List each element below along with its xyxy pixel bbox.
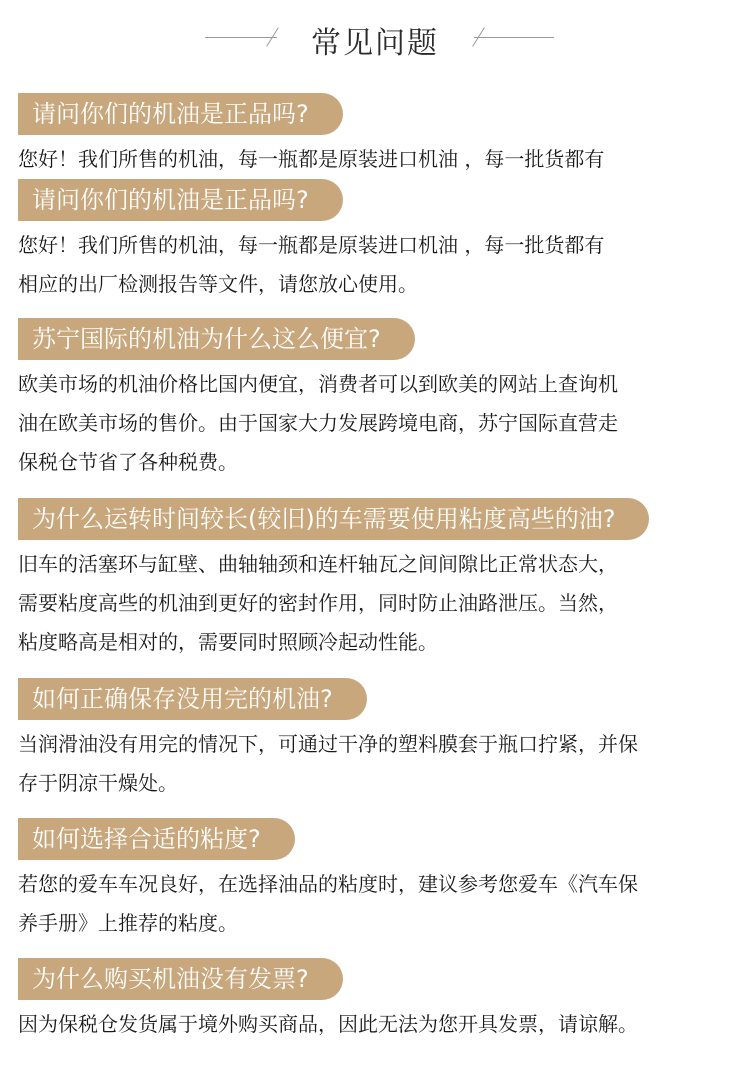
answer-line: 油在欧美市场的售价。由于国家大力发展跨境电商，苏宁国际直营走 [18, 411, 618, 435]
faq-answer [18, 140, 718, 179]
faq-answer [18, 545, 718, 662]
page-title: 常见问题 [311, 26, 439, 61]
answer-line: 养手册》上推荐的粘度。 [18, 911, 238, 935]
answer-line: 旧车的活塞环与缸壁、曲轴轴颈和连杆轴瓦之间间隙比正常状态大， [18, 552, 618, 576]
faq-question: 苏宁国际的机油为什么这么便宜? [18, 318, 415, 360]
faq-question: 如何正确保存没用完的机油? [18, 678, 367, 720]
faq-question: 如何选择合适的粘度? [18, 818, 295, 860]
faq-answer [18, 865, 718, 943]
answer-line: 欧美市场的机油价格比国内便宜，消费者可以到欧美的网站上查询机 [18, 372, 618, 396]
faq-question: 为什么运转时间较长(较旧)的车需要使用粘度高些的油? [18, 498, 649, 540]
faq-answer [18, 365, 718, 482]
answer-line: 您好！我们所售的机油，每一瓶都是原装进口机油 ，每一批货都有 [18, 147, 605, 171]
answer-line: 粘度略高是相对的，需要同时照顾冷起动性能。 [18, 630, 438, 654]
answer-line: 相应的出厂检测报告等文件，请您放心使用。 [18, 272, 418, 296]
answer-line: 当润滑油没有用完的情况下，可通过干净的塑料膜套于瓶口拧紧，并保 [18, 732, 638, 756]
answer-line: 需要粘度高些的机油到更好的密封作用，同时防止油路泄压。当然， [18, 591, 618, 615]
faq-question: 为什么购买机油没有发票? [18, 958, 343, 1000]
header-divider-right [474, 37, 554, 38]
faq-question: 请问你们的机油是正品吗? [18, 93, 343, 135]
answer-line: 保税仓节省了各种税费。 [18, 450, 238, 474]
answer-line: 若您的爱车车况良好，在选择油品的粘度时，建议参考您爱车《汽车保 [18, 872, 638, 896]
faq-question: 请问你们的机油是正品吗? [18, 179, 343, 221]
faq-answer [18, 1005, 718, 1044]
answer-line: 您好！我们所售的机油，每一瓶都是原装进口机油 ，每一批货都有 [18, 233, 605, 257]
faq-answer [18, 226, 718, 304]
page-header [0, 14, 750, 64]
answer-line: 存于阴凉干燥处。 [18, 771, 178, 795]
answer-line: 因为保税仓发货属于境外购买商品，因此无法为您开具发票，请谅解。 [18, 1012, 638, 1036]
faq-answer [18, 725, 718, 803]
